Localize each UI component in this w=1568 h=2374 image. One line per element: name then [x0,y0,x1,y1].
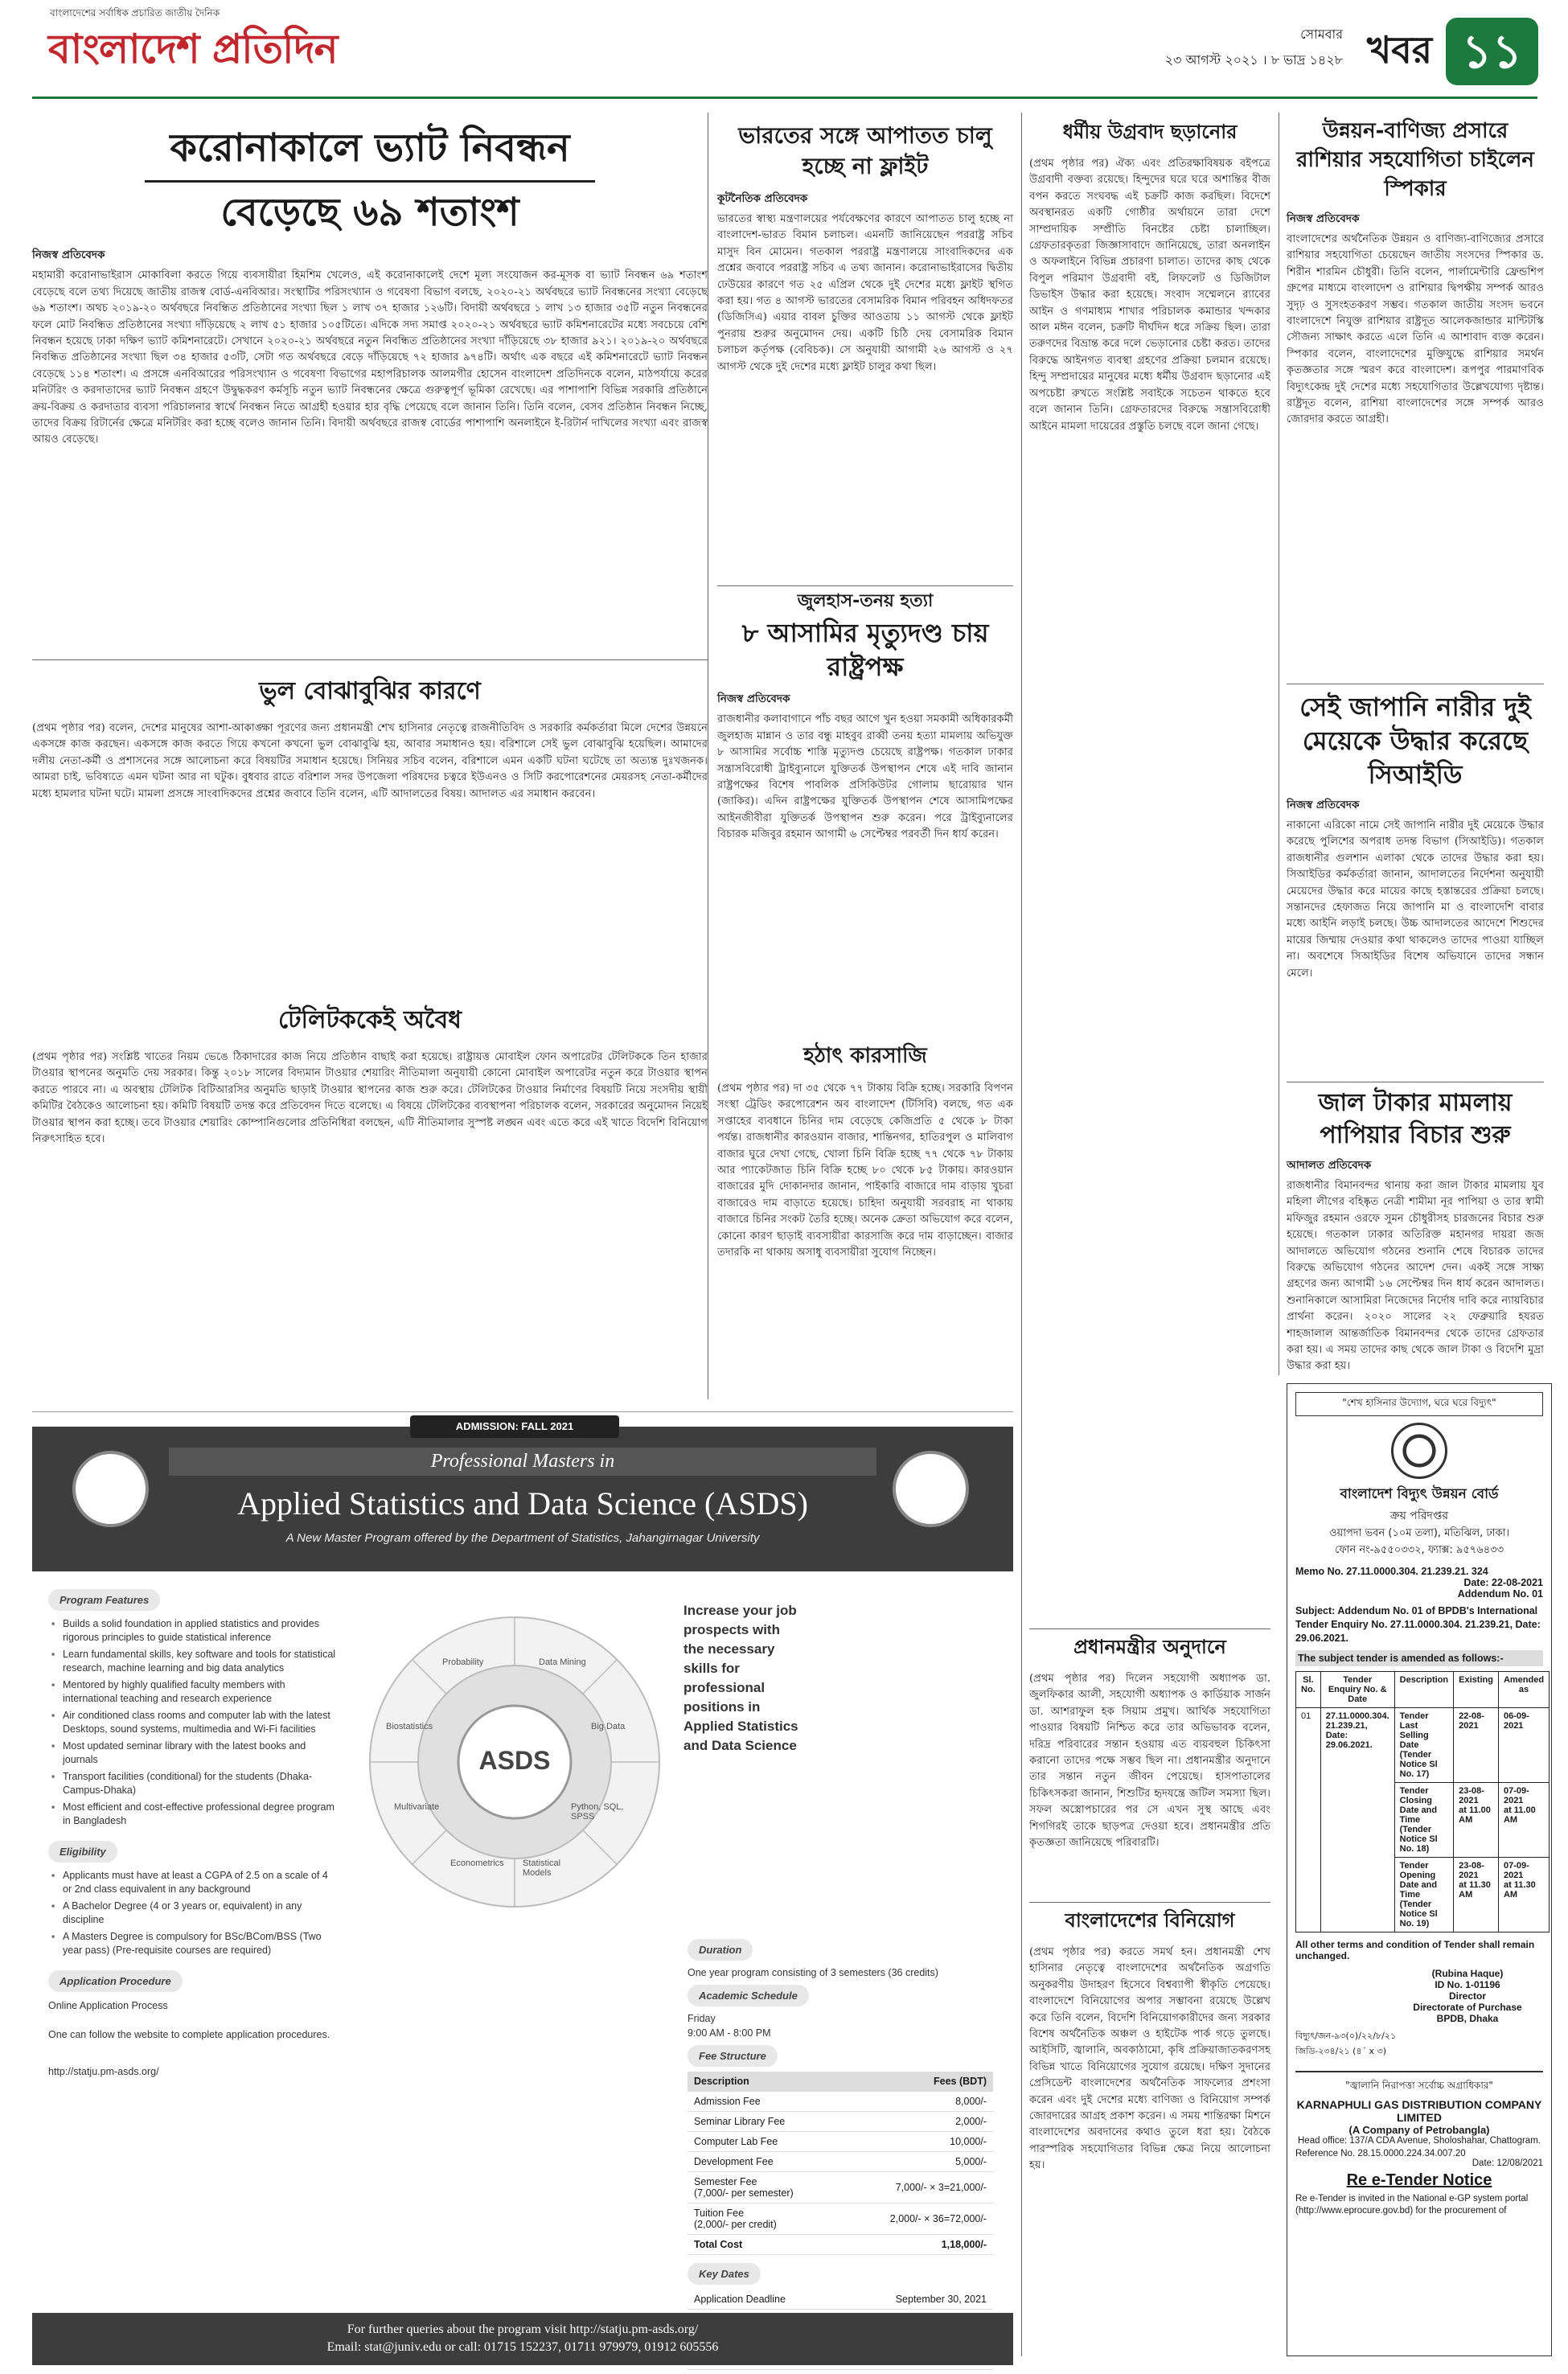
asds-features-heading: Program Features [48,1589,160,1611]
asds-eligibility-heading: Eligibility [48,1841,117,1863]
pm-body: (প্রথম পৃষ্ঠার পর) দিলেন সহযোগী অধ্যাপক ডা. জুলফিকার আলী, সহযোগী অধ্যাপক ও কার্ডিয়াক সার্জন ডা. আশরাফুল হক সিয়াম প্রমুখ। আর্থিক সহযোগিতা পাওয়ার বিষয়টি নিশ্চিত করে তার অভিভাবক বলেন, দরিদ্র পরিবারের সন্তান হওয়ায় এত ব্যয়বহুল চিকিৎসা করানো তাদের পক্ষে সম্ভব ছিল না। প্রধানমন্ত্রীর অনুদানে তার সন্তান নতুন জীবন পেয়েছে। হাসপাতালের চিকিৎসকরা জানান, শিশুটির হৃদযন্ত্রে জটিল সমস্যা ছিল। সফল অস্ত্রোপচারের পর সে এখন সুস্থ আছে এবং শিগগিরই তাকে ছাড়পত্র দেওয়া হবে। প্রধানমন্ত্রীর প্রতি কৃতজ্ঞতা জানিয়েছে পরিবারটি। [1029,1673,1270,1850]
bpdb-sign-t1: Director [1448,1990,1486,2002]
fee-amount: 7,000/- × 3=21,000/- [842,2172,993,2204]
telitalk-article [32,997,708,1399]
bpdb-th-enq: Tender Enquiry No. & Date [1320,1672,1394,1708]
bpdb-amended-value: 07-09-2021 at 11.30 AM [1498,1858,1549,1932]
masthead-day: সোমবার [1300,27,1343,42]
asds-features-list [48,1617,338,1828]
kgdcl-ref: Reference No. 28.15.0000.224.34.007.20 [1295,2149,1466,2158]
dhormio-title: ধর্মীয় উগ্রবাদ ছড়ানোর [1062,121,1238,143]
kgdcl-slogan: "জ্বালানি নিরাপত্তা সর্বোচ্চ অগ্রাধিকার" [1345,2080,1493,2091]
feature-item: ▪ Learn fundamental skills, key software and tools for statistical research, machine learning and big data analytics [63,1648,338,1675]
kgdcl-ad [1295,2071,1543,2217]
papia-byline: আদালত প্রতিবেদক [1287,1159,1372,1172]
kgdcl-head: Head office: 137/A CDA Avenue, Sholoshahar, Chattogram. [1298,2136,1541,2146]
asds-procedure-text: One can follow the website to complete application procedures. [48,2029,330,2040]
russia-title: উন্নয়ন-বাণিজ্য প্রসারে রাশিয়ার সহযোগিতা চাইলেন স্পিকার [1296,119,1534,201]
fee-description: Computer Lab Fee [688,2132,842,2152]
japan-article [1287,690,1544,1076]
masthead-date: ২৩ আগস্ট ২০২১ । ৮ ভাদ্র ১৪২৮ [1164,52,1343,68]
asds-advertisement [32,1411,1013,2364]
julhas-title-line2: ৮ আসামির মৃত্যুদণ্ড চায় রাষ্ট্রপক্ষ [741,618,989,683]
fee-description: Admission Fee [688,2092,842,2112]
fee-amount: 1,18,000/- [842,2235,993,2255]
kgdcl-title: Re e-Tender Notice [1346,2171,1492,2189]
bpdb-phone: ফোন নং-৯৫৫০৩৩২, ফ্যাক্স: ৯৫৭৬৪৩৩ [1334,1544,1504,1556]
asds-admission-badge: ADMISSION: FALL 2021 [410,1415,619,1438]
key-date-value: September 30, 2021 [855,2290,993,2310]
julhas-article [717,591,1013,1033]
julhas-body: রাজধানীর কলাবাগানে পাঁচ বছর আগে খুন হওয়া সমকামী অধিকারকর্মী জুলহাজ মান্নান ও তার বন্ধু মাহবুব রাব্বী তনয় হত্যা মামলায় অভিযুক্ত ৮ আসামির সর্বোচ্চ শাস্তি মৃত্যুদণ্ড চেয়েছে রাষ্ট্রপক্ষ। গতকাল ঢাকার সন্ত্রাসবিরোধী ট্রাইব্যুনালে যুক্তিতর্ক উপস্থাপন শেষে এই দাবি জানান রাষ্ট্রপক্ষের বিশেষ পাবলিক প্রসিকিউটর গোলাম ছারোয়ার খান (জাকির)। এদিন রাষ্ট্রপক্ষের যুক্তিতর্ক উপস্থাপন শেষে আসামিপক্ষের আইনজীবীরা যুক্তিতর্ক উপস্থাপন শুরু করেন। পরে ট্রাইব্যুনালের বিচারক মজিবুর রহমান আগামী ৬ সেপ্টেম্বর পরবর্তী দিন ধার্য করেন। [717,713,1013,841]
asds-wheel-center: ASDS [478,1746,551,1775]
biniyog-body: (প্রথম পৃষ্ঠার পর) করতে সমর্থ হন। প্রধানমন্ত্রী শেখ হাসিনার নেতৃত্বে বাংলাদেশের অর্থনৈতিক অগ্রগতি অনুকরণীয় উদাহরণ হিসেবে বিশ্বব্যাপী স্বীকৃতি পেয়েছে। বাংলাদেশে বিনিয়োগের অপার সম্ভাবনা রয়েছে উল্লেখ করে তিনি বলেন, বিদেশি বিনিয়োগকারীদের জন্য সরকার বিশেষ অর্থনৈতিক অঞ্চল ও হাইটেক পার্ক গড়ে তুলছে। আইসিটি, জ্বালানি, অবকাঠামো, কৃষি প্রক্রিয়াজাতকরণসহ বিভিন্ন খাতে বিনিয়োগের সুযোগ রয়েছে। দক্ষিণ সুদানের প্রেসিডেন্ট বাংলাদেশের অর্থনৈতিক সাফল্যের প্রশংসা করেন এবং দুই দেশের মধ্যে বাণিজ্য ও বিনিয়োগ সম্পর্ক জোরদারের আগ্রহ প্রকাশ করেন। এ সময় শান্তিরক্ষা মিশনে বাংলাদেশের অবদানের কথাও তুলে ধরা হয়। বৈঠকে পারস্পরিক সহযোগিতার বিভিন্ন ক্ষেত্র নিয়ে আলোচনা হয়। [1029,1946,1270,2172]
fee-description: Tuition Fee (2,000/- per credit) [688,2204,842,2235]
masthead-rule [32,97,1537,99]
bpdb-address: ওয়াপদা ভবন (১০ম তলা), মতিঝিল, ঢাকা। [1328,1527,1510,1539]
bhul-article [32,663,708,989]
wheel-label-6: Biostatistics [386,1722,433,1731]
fee-row [688,2172,993,2204]
bpdb-dept: ক্রয় পরিদপ্তর [1389,1509,1449,1522]
bpdb-date: Date: 22-08-2021 [1463,1577,1543,1588]
bpdb-org: বাংলাদেশ বিদ্যুৎ উন্নয়ন বোর্ড [1340,1486,1499,1502]
russia-byline: নিজস্ব প্রতিবেদক [1287,212,1360,225]
fee-amount: 10,000/- [842,2132,993,2152]
fee-description: Seminar Library Fee [688,2112,842,2132]
fee-amount: 2,000/- [842,2112,993,2132]
fee-description: Development Fee [688,2152,842,2172]
asds-fee-heading: Fee Structure [688,2045,778,2067]
section-label: খবর [1367,28,1433,72]
telitalk-body: (প্রথম পৃষ্ঠার পর) সংশ্লিষ্ট খাতের নিয়ম ভেঙে ঠিকাদারের কাজ নিয়ে প্রতিষ্ঠান বাছাই করা হয়েছে। রাষ্ট্রায়ত্ত মোবাইল ফোন অপারেটর টেলিটককে তিন হাজার টাওয়ার স্থাপনের অনুমতি দেয় সরকার। কিন্তু ২০১৮ সালের বিদ্যমান টাওয়ার শেয়ারিং নীতিমালা অনুযায়ী কোনো মোবাইল অপারেটর নতুন করে টাওয়ার স্থাপন করতে পারবে না। এ অবস্থায় টেলিটক বিটিআরসির অনুমতি ছাড়াই টাওয়ার স্থাপনের কাজ শুরু করে। টেলিটকের টাওয়ার নির্মাণের বিষয়টি নিয়ে সংসদীয় স্থায়ী কমিটির বৈঠকেও আলোচনা হয়। কমিটি বিষয়টি তদন্ত করে প্রতিবেদন দিতে বলেছে। এ বিষয়ে টেলিটকের ব্যবস্থাপনা পরিচালক বলেন, সরকারের অনুমোদন নিয়েই টাওয়ার স্থাপন করা হচ্ছে। তবে টাওয়ার শেয়ারিং কোম্পানিগুলোর প্রতিনিধিরা বলছেন, এটি নীতিমালার সুস্পষ্ট লঙ্ঘন এবং এতে করে এই খাতে বিদেশি বিনিয়োগ নিরুৎসাহিত হবে। [32,1051,708,1146]
page-number-badge: ১১ [1446,18,1538,85]
asds-wheel [354,1601,675,1923]
asds-footer [32,2313,1013,2365]
bpdb-signature [1392,1968,1543,2024]
feature-item: ▪ Most efficient and cost-effective professional degree program in Bangladesh [63,1801,338,1828]
bhul-body: (প্রথম পৃষ্ঠার পর) বলেন, দেশের মানুষের আশা-আকাঙ্ক্ষা পূরণের জন্য প্রধানমন্ত্রী শেখ হাসিনার নেতৃত্বে রাজনীতিবিদ ও সরকারি কর্মকর্তারা মিলে দেশের উন্নয়নে একসঙ্গে কাজ করছেন। একসঙ্গে কাজ করতে গিয়ে কখনো কখনো ভুল বোঝাবুঝি হয়, আবার সমাধানও হয়। বরিশালে সেই ভুল বোঝাবুঝি হয়েছিল। আমাদের দলীয় নেতা-কর্মী ও প্রশাসনের সঙ্গে আলোচনা করে বিষয়টির সমাধান হয়েছে। সিনিয়র সচিব বলেন, বরিশালে এমন একটি ঘটনা ঘটেছে তা অত্যন্ত দুঃখজনক। আমরা চাই, ভবিষ্যতে এমন ঘটনা আর না ঘটুক। বুধবার রাতে বরিশাল সদর উপজেলা পরিষদের চত্বরে ইউএনও ও সিটি করপোরেশনের মেয়রসহ নেতা-কর্মীদের মধ্যে হামলার ঘটনা ঘটে। মামলা প্রসঙ্গে সাংবাদিকদের প্রশ্নের জবাবে তিনি বলেন, এটি আদালতের বিষয়। আদালত এর সমাধান করবেন। [32,722,708,800]
vat-byline: নিজস্ব প্রতিবেদক [32,248,105,262]
asds-schedule-time: 9:00 AM - 8:00 PM [688,2027,771,2039]
fee-row [688,2132,993,2152]
wheel-label-3: Statistical Models [523,1859,561,1878]
fee-row [688,2112,993,2132]
japan-byline: নিজস্ব প্রতিবেদক [1287,799,1360,811]
bpdb-subject: Subject: Addendum No. 01 of BPDB's International Tender Enquiry No. 27.11.0000.304. 21.239.21, Date: 29.06.2021. [1295,1605,1541,1644]
papia-title: জাল টাকার মামলায় পাপিয়ার বিচার শুরু [1318,1089,1513,1149]
eligibility-item: ▪ A Masters Degree is compulsory for BSc/BCom/BSS (Two year pass) (Pre-requisite courses are required) [63,1930,338,1957]
flight-title: ভারতের সঙ্গে আপাতত চালু হচ্ছে না ফ্লাইট [738,122,992,179]
bpdb-th-amended: Amended as [1498,1672,1549,1708]
asds-col3 [688,1939,1001,2309]
fee-amount: 8,000/- [842,2092,993,2112]
fee-desc-header: Description [688,2072,842,2092]
kgdcl-intro: Re e-Tender is invited in the National e-GP system portal (http://www.eprocure.gov.bd) for the procurement of [1295,2194,1529,2216]
asds-dates-heading: Key Dates [688,2263,761,2285]
feature-item: ▪ Mentored by highly qualified faculty members with international teaching and research experience [63,1678,338,1706]
bpdb-sign-t2: Directorate of Purchase [1413,2002,1522,2013]
bpdb-addendum: Addendum No. 01 [1457,1588,1543,1600]
key-date-label: Application Deadline [688,2290,855,2310]
bpdb-memo: Memo No. 27.11.0000.304. 21.239.21. 324 [1295,1566,1488,1577]
fee-row [688,2092,993,2112]
pm-article [1029,1633,1270,1898]
bhul-title: ভুল বোঝাবুঝির কারণে [259,677,481,705]
bpdb-th-desc: Description [1394,1672,1454,1708]
kgdcl-sub: (A Company of Petrobangla) [1348,2124,1490,2136]
asds-logo-right [893,1451,969,1527]
bpdb-th-sl: Sl. No. [1296,1672,1321,1708]
vat-body: মহামারী করোনাভাইরাস মোকাবিলা করতে গিয়ে ব্যবসায়ীরা হিমশিম খেলেও, এই করোনাকালেই দেশে মূল্য সংযোজন কর-মূসক বা ভ্যাট নিবন্ধন ৬৯ শতাংশ বেড়েছে বলে তথ্য দিয়েছে জাতীয় রাজস্ব বোর্ড-এনবিআর। সংস্থাটির পরিসংখ্যান ও গবেষণা বিভাগ বলছে, ২০২০-২১ অর্থবছরে ভ্যাট নিবন্ধনের সংখ্যা বেড়েছে ৬৯ শতাংশ। অথচ ২০১৯-২০ অর্থবছরে নিবন্ধিত প্রতিষ্ঠানের সংখ্যা ছিল ১ লাখ ৩৭ হাজার ১২৬টি। বিদায়ী অর্থবছরে ১ লাখ ১৩ হাজার ৩৫টি নতুন নিবন্ধনের ফলে মোট নিবন্ধিত প্রতিষ্ঠানের সংখ্যা দাঁড়িয়েছে ২ লাখ ৫১ হাজার ১০৫টিতে। এদিকে সদ্য সমাপ্ত ২০২০-২১ অর্থবছরে ভ্যাট কমিশনারেটের মধ্যে সবচেয়ে বেশি নিবন্ধন হয়েছে ঢাকা দক্ষিণ ভ্যাট কমিশনারেটে। সেখানে ২০২০-২১ অর্থবছরে নতুন নিবন্ধিত প্রতিষ্ঠানের সংখ্যা দাঁড়িয়েছে ৩৮ হাজার ৯২১। ২০১৯-২০ অর্থবছরে নিবন্ধিত প্রতিষ্ঠানের সংখ্যা ছিল ৩৪ হাজার ৫৩টি, সেটা গত অর্থবছরে বেড়ে দাঁড়িয়েছে ৭২ হাজার ৯৭৪টি। অর্থাৎ এক বছরে এই কমিশনারেটে ভ্যাট নিবন্ধন বেড়েছে ১১৪ শতাংশ। এ প্রসঙ্গে এনবিআরের পরিসংখ্যান ও গবেষণা বিভাগের মহাপরিচালক আলমগীর হোসেন বাংলাদেশ প্রতিদিনকে বলেন, মাঠপর্যায়ে করের মনিটরিং ও করদাতাদের ভ্যাট নিবন্ধন গ্রহণে উদ্বুদ্ধকরণ কর্মসূচি নতুন ভ্যাট নিবন্ধনের ক্ষেত্রে গুরুত্বপূর্ণ ভূমিকা রেখেছে। এর পাশাপাশি বিভিন্ন সরকারি প্রতিষ্ঠানে ক্রয়-বিক্রয় ও করদাতার ব্যবসা পরিচালনার স্বার্থে নিবন্ধন নিতে আগ্রহী হওয়ার হার বৃদ্ধি পেয়েছে বলে জানান তিনি। তিনি বলেন, বেসব প্রতিষ্ঠান নিবন্ধন নিচ্ছে, তাদের বিক্রয় রিটার্নের ক্ষেত্রে মনিটরিং করা হচ্ছে বলেও জানান তিনি। বিদায়ী অর্থবছরে রাজস্ব বোর্ডের পাশাপাশি অনলাইনে ই-রিটার্ন দাখিলের সংখ্যা এবং রাজস্ব আয়ও বেড়েছে। [32,269,708,446]
bpdb-other: All other terms and condition of Tender shall remain unchanged. [1295,1939,1535,1961]
bpdb-sign-id: ID No. 1-01196 [1435,1979,1500,1990]
fee-amount: 5,000/- [842,2152,993,2172]
asds-footer-line1[interactable]: For further queries about the program visit http://statju.pm-asds.org/ [347,2323,699,2336]
russia-body: বাংলাদেশের অর্থনৈতিক উন্নয়ন ও বাণিজ্য-বাণিজ্যের প্রসারে রাশিয়ার সহযোগিতা চেয়েছেন জাতীয় সংসদের স্পিকার ড. শিরীন শারমিন চৌধুরী। তিনি বলেন, পার্লামেন্টারি ফ্রেন্ডশিপ গ্রুপের মাধ্যমে বাংলাদেশ ও রাশিয়ার দ্বিপক্ষীয় সম্পর্ক আরও সুদৃঢ় ও সুসংহতকরণ সম্ভব। গতকাল জাতীয় সংসদ ভবনে বাংলাদেশে নিযুক্ত রাশিয়ার রাষ্ট্রদূত আলেকজান্ডার মান্টিটস্কি সৌজন্য সাক্ষাৎ করতে এলে তিনি এ আশাবাদ ব্যক্ত করেন। স্পিকার বলেন, বাংলাদেশের মুক্তিযুদ্ধে রাশিয়ার সমর্থন কৃতজ্ঞতার সঙ্গে স্মরণ করে বাংলাদেশ। রূপপুর পারমাণবিক বিদ্যুৎকেন্দ্র দুই দেশের মধ্যে সহযোগিতার উল্লেখযোগ্য দৃষ্টান্ত। রাষ্ট্রদূত বলেন, রাশিয়া বাংলাদেশের সঙ্গে সম্পর্ক আরও জোরদার করতে আগ্রহী। [1287,233,1544,426]
asds-procedure-url[interactable]: http://statju.pm-asds.org/ [48,2066,159,2077]
bpdb-amended-value: 06-09-2021 [1498,1708,1549,1783]
fee-row [688,2235,993,2255]
asds-program-subtitle: A New Master Program offered by the Department of Statistics, Jahangirnagar University [285,1531,760,1545]
flight-byline: কূটনৈতিক প্রতিবেদক [717,192,808,205]
bpdb-sign-t3: BPDB, Dhaka [1436,2013,1499,2024]
karsaji-body: (প্রথম পৃষ্ঠার পর) দা ৩৫ থেকে ৭৭ টাকায় বিক্রি হচ্ছে। সরকারি বিপণন সংস্থা ট্রেডিং করপোরেশন অব বাংলাদেশ (টিসিবি) বলছে, গত এক সপ্তাহের ব্যবধানে চিনির দাম বেড়েছে কেজিপ্রতি ৫ থেকে ৮ টাকা পর্যন্ত। রাজধানীর কারওয়ান বাজার, শান্তিনগর, হাতিরপুল ও মালিবাগ বাজার ঘুরে দেখা গেছে, খোলা চিনি বিক্রি হচ্ছে ৭৭ থেকে ৭৮ টাকায় আর প্যাকেটজাত চিনি বিক্রি হচ্ছে ৮০ থেকে ৮৫ টাকায়। কারওয়ান বাজারের মুদি দোকানদার জানান, পাইকারি বাজারে দাম বাড়ায় খুচরা বাজারেও দাম বাড়াতে হয়েছে। চাহিদা অনুযায়ী সরবরাহ না থাকায় বাজারে চিনির সংকট তৈরি হচ্ছে। অনেক ক্রেতা অভিযোগ করে বলেন, কোনো কারণ ছাড়াই ব্যবসায়ীরা কারসাজি করে দাম বাড়াচ্ছেন। বাজার তদারকি না থাকায় অসাধু ব্যবসায়ীরা সুযোগ নিচ্ছেন। [717,1082,1013,1259]
asds-program-title: Applied Statistics and Data Science (ASDS) [237,1485,808,1522]
fee-amount: 2,000/- × 36=72,000/- [842,2204,993,2235]
julhas-title-line1: জুলহাস-তনয় হত্যা [797,591,934,611]
asds-header [32,1420,1013,1571]
feature-item: ▪ Builds a solid foundation in applied statistics and provides rigorous principles to guide statistical inference [63,1617,338,1645]
feature-item: ▪ Most updated seminar library with the latest books and journals [63,1739,338,1767]
bpdb-logo [1391,1423,1447,1479]
japan-body: নাকানো এরিকো নামে সেই জাপানি নারীর দুই মেয়েকে উদ্ধার করেছে পুলিশের অপরাধ তদন্ত বিভাগ (সিআইডি)। গতকাল রাজধানীর গুলশান এলাকা থেকে তাদের উদ্ধার করা হয়। সিআইডির কর্মকর্তারা জানান, আদালতের নির্দেশনা অনুযায়ী মেয়েদের উদ্ধার করে মায়ের কাছে হস্তান্তরের প্রক্রিয়া চলছে। সন্তানদের হেফাজত নিয়ে জাপানি মা ও বাংলাদেশি বাবার মধ্যে আইনি লড়াই চলছে। উচ্চ আদালতের আদেশে শিশুদের মায়ের জিম্মায় দেওয়ার কথা থাকলেও তাদের পাওয়া যাচ্ছিল না। অবশেষে সিআইডির বিশেষ অভিযানে তাদের সন্ধান মেলে। [1287,819,1544,980]
asds-duration-text: One year program consisting of 3 semesters (36 credits) [688,1967,938,1978]
pm-title: প্রধানমন্ত্রীর অনুদানে [1073,1636,1226,1658]
bpdb-existing: 22-08-2021 [1454,1708,1499,1783]
vat-title-line2: বেড়েছে ৬৯ শতাংশ [145,180,595,235]
flight-body: ভারতের স্বাস্থ্য মন্ত্রণালয়ের পর্যবেক্ষণের কারণে আপাতত চালু হচ্ছে না বাংলাদেশ-ভারত বিমান চলাচল। এমনটি জানিয়েছেন পররাষ্ট্র সচিব মাসুদ বিন মোমেন। গতকাল পররাষ্ট্র মন্ত্রণালয়ে সাংবাদিকদের এক প্রশ্নের জবাবে পররাষ্ট্র সচিব এ তথ্য জানান। করোনাভাইরাসের দ্বিতীয় ঢেউয়ের কারণে গত ২৫ এপ্রিল থেকে দুই দেশের মধ্যে ফ্লাইট স্থগিত করা হয়। গত ৪ আগস্ট ভারতের বেসামরিক বিমান পরিবহন অধিদফতর (ডিজিসিএ) এয়ার বাবল চুক্তির আওতায় ১১ আগস্ট থেকে ফ্লাইট পুনরায় শুরুর অনুমোদন দেয়। একটি চিঠি দেয় বেসামরিক বিমান চলাচল কর্তৃপক্ষ (বেবিচক)। সে অনুযায়ী আগামী ২৬ আগস্ট ও ২৭ আগস্ট থেকে দুই দেশের মধ্যে ফ্লাইট চালুর কথা ছিল। [717,213,1013,373]
telitalk-title: টেলিটককেই অবৈধ [278,1006,462,1034]
bpdb-ad [1287,1383,1552,2356]
asds-promo: Increase your job prospects with the necessary skills for professional positions in Applied Statistics and Data Science [683,1603,798,1753]
papia-body: রাজধানীর বিমানবন্দর থানায় করা জাল টাকার মামলায় যুব মহিলা লীগের বহিষ্কৃত নেত্রী শামীমা নূর পাপিয়া ও তার স্বামী মফিজুর রহমান ওরফে সুমন চৌধুরীসহ চারজনের বিচার শুরু হয়েছে। গতকাল ঢাকার অতিরিক্ত মহানগর দায়রা জজ আদালতে অভিযোগ গঠনের শুনানি শেষে বিচারক তাদের বিরুদ্ধে অভিযোগ গঠনের আদেশ দেন। একই সঙ্গে সাক্ষ্য গ্রহণের জন্য আগামী ১৬ সেপ্টেম্বর দিন ধার্য করেন আদালত। শুনানিকালে আসামিরা নিজেদের নির্দোষ দাবি করে ন্যায়বিচার প্রার্থনা করেন। ২০২০ সালের ২২ ফেব্রুয়ারি হযরত শাহজালাল আন্তর্জাতিক বিমানবন্দর থেকে তাদের গ্রেফতার করা হয়। এ সময় তাদের কাছ থেকে জাল টাকা ও বিদেশি মুদ্রা উদ্ধার করা হয়। [1287,1180,1544,1373]
asds-col1 [48,1589,338,2297]
wheel-label-2: Python, SQL, SPSS [571,1802,624,1822]
masthead-logo[interactable]: বাংলাদেশ প্রতিদিন [48,26,338,72]
dhormio-article [1029,113,1270,1624]
kgdcl-date: Date: 12/08/2021 [1472,2158,1543,2168]
karsaji-article [717,1037,1013,1399]
fee-description: Semester Fee (7,000/- per semester) [688,2172,842,2204]
julhas-byline: নিজস্ব প্রতিবেদক [717,692,790,706]
bpdb-existing: 23-08-2021 at 11.00 AM [1454,1783,1499,1858]
bpdb-amended: The subject tender is amended as follows:- [1295,1650,1543,1666]
bpdb-desc: Tender Opening Date and Time (Tender Notice Sl No. 19) [1394,1858,1454,1932]
fee-row [688,2204,993,2235]
asds-duration-heading: Duration [688,1939,753,1961]
wheel-label-0: Data Mining [539,1657,586,1667]
biniyog-title: বাংলাদেশের বিনিয়োগ [1065,1909,1235,1932]
bpdb-adcode-2: জিডি-২৩৪/২১ (৪´ x ৩) [1295,2046,1387,2056]
asds-footer-line2[interactable]: Email: stat@juniv.edu or call: 01715 152237, 01711 979979, 01912 605556 [326,2340,719,2354]
eligibility-item: ▪ A Bachelor Degree (4 or 3 years or, equivalent) in any discipline [63,1900,338,1927]
wheel-label-7: Probability [442,1657,484,1667]
bpdb-existing: 23-08-2021 at 11.30 AM [1454,1858,1499,1932]
vat-article [32,109,708,659]
asds-pm-title: Professional Masters in [169,1448,876,1476]
asds-logo-left [72,1451,149,1527]
wheel-label-1: Big Data [591,1722,626,1731]
bpdb-sign-name: (Rubina Haque) [1431,1968,1504,1979]
bpdb-th-existing: Existing [1454,1672,1499,1708]
fee-description: Total Cost [688,2235,842,2255]
karsaji-title: হঠাৎ কারসাজি [803,1044,927,1068]
bpdb-desc: Tender Closing Date and Time (Tender Notice Sl No. 18) [1394,1783,1454,1858]
dhormio-body: (প্রথম পৃষ্ঠার পর) ঐক্য এবং প্রতিরক্ষাবিষয়ক বইপত্রে উগ্রবাদী বক্তব্য রয়েছে। হিন্দুদের ঘরে ঘরে অশান্তির বীজ বপন করতে সংঘবদ্ধ এই চক্রটি কাজ করছিল। বিদেশে অবস্থানরত একটি গোষ্ঠীর অর্থায়নে তারা দেশে সাম্প্রদায়িক সম্প্রীতি বিনষ্টের চেষ্টা চালাচ্ছিল। গ্রেফতারকৃতরা জিজ্ঞাসাবাদে জানিয়েছে, তারা অনলাইন ও অফলাইনে বিভিন্ন প্রচারণা চালাত। তাদের কাছ থেকে বিপুল পরিমাণ উগ্রবাদী বই, লিফলেট ও ডিজিটাল ডিভাইস উদ্ধার করা হয়েছে। সংবাদ সম্মেলনে র‍্যাবের আইন ও গণমাধ্যম শাখার পরিচালক কমান্ডার খন্দকার আল মঈন বলেন, চক্রটি দীর্ঘদিন ধরে সক্রিয় ছিল। তারা তরুণদের বিভ্রান্ত করে দলে ভেড়ানোর চেষ্টা করত। তাদের বিরুদ্ধে আইনগত ব্যবস্থা গ্রহণের প্রক্রিয়া চলমান রয়েছে। হিন্দু সম্প্রদায়ের মানুষের মধ্যে ধর্মীয় উগ্রবাদ ছড়ানোর এই অপচেষ্টা রুখতে সংশ্লিষ্ট সবাইকে সচেতন থাকতে হবে বলে জানান তিনি। গ্রেফতারদের বিরুদ্ধে সন্ত্রাসবিরোধী আইনে মামলা দায়েরের প্রস্তুতি চলছে বলে জানা গেছে। [1029,158,1270,433]
asds-fee-table [688,2072,993,2255]
fee-row [688,2152,993,2172]
bpdb-slogan: "শেখ হাসিনার উদ্যোগ, ঘরে ঘরে বিদ্যুৎ" [1295,1392,1543,1416]
vat-title-line1: করোনাকালে ভ্যাট নিবন্ধন [170,125,570,170]
bpdb-desc: Tender Last Selling Date (Tender Notice Sl No. 17) [1394,1708,1454,1783]
wheel-label-5: Multivariate [394,1802,440,1812]
papia-article [1287,1087,1544,1377]
asds-procedure-title: Online Application Process [48,2000,168,2011]
kgdcl-name: KARNAPHULI GAS DISTRIBUTION COMPANY LIMITED [1296,2098,1542,2124]
asds-schedule-heading: Academic Schedule [688,1985,809,2006]
asds-eligibility-list [48,1869,338,1957]
masthead-tagline: বাংলাদেশের সর্বাধিক প্রচারিত জাতীয় দৈনিক [50,7,220,18]
wheel-label-4: Econometrics [450,1859,504,1868]
asds-procedure-heading: Application Procedure [48,1970,183,1992]
russia-article [1287,117,1544,680]
eligibility-item: ▪ Applicants must have at least a CGPA of 2.5 on a scale of 4 or 2nd class equivalent in any background [63,1869,338,1896]
bpdb-table [1295,1671,1550,1932]
biniyog-article [1029,1906,1270,2360]
feature-item: ▪ Air conditioned class rooms and computer lab with the latest Desktops, sound systems, multimedia and Wi-Fi facilities [63,1709,338,1736]
bpdb-row [1296,1708,1550,1783]
masthead [0,0,1568,106]
key-date-row [688,2290,993,2310]
bpdb-sl: 01 [1296,1708,1321,1932]
flight-article [717,121,1013,579]
bpdb-enquiry: 27.11.0000.304. 21.239.21, Date: 29.06.2021. [1320,1708,1394,1932]
asds-schedule-day: Friday [688,2013,716,2024]
bpdb-adcode-1: বিদ্যুৎ/জন-৯৩(০)/২২/৮/২১ [1295,2031,1397,2041]
fee-amount-header: Fees (BDT) [842,2072,993,2092]
feature-item: ▪ Transport facilities (conditional) for the students (Dhaka-Campus-Dhaka) [63,1770,338,1797]
bpdb-amended-value: 07-09-2021 at 11.00 AM [1498,1783,1549,1858]
japan-title: সেই জাপানি নারীর দুই মেয়েকে উদ্ধার করেছে সিআইডি [1299,692,1531,790]
